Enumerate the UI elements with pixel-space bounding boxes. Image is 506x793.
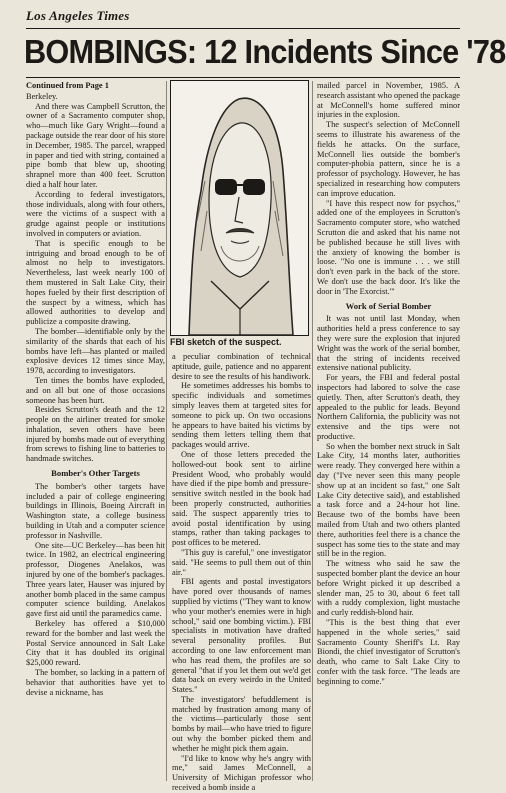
headline: BOMBINGS: 12 Incidents Since '78: [24, 33, 506, 70]
continued-line: Continued from Page 1: [26, 81, 109, 90]
paragraph: Ten times the bombs have exploded, and on all but one of those occasions someone has been hurt.: [26, 375, 165, 405]
photo-caption: FBI sketch of the suspect.: [170, 337, 282, 347]
headline-rule: [26, 77, 460, 78]
masthead: Los Angeles Times: [26, 8, 130, 23]
paragraph: So when the bomber next struck in Salt Lake City, 14 months later, authorities were ready. They converged here within a day ("I've never seen this many people show up at an incident so fast," one Salt Lake City detective said), and established a task force and a 24-hour hot line. Because two of the bombs have been mailed from Utah and two others planted there, authorities feel there is a chance the suspect has some ties to the state and may still be in the region.: [317, 441, 460, 559]
paragraph: "I have this respect now for psychos," added one of the employees in Scrutton's Sacramento computer store, who watched Scrutton die and asked that his name not be published because he still lives with the anxiety of knowing the bomber is loose. "No one is immune . . . we still don't even park in the back of the store. We don't use the back door. It's like the door in 'The Exorcist.'": [317, 198, 460, 296]
suspect-sketch-photo: [170, 80, 309, 336]
article-column-3: [317, 81, 460, 781]
paragraph: Berkeley has offered a $10,000 reward for the bomber and last week the Postal Service announced in Salt Lake City that it has doubled its original $25,000 reward.: [26, 619, 165, 668]
paragraph: a peculiar combination of technical aptitude, guile, patience and no apparent desire to see the results of his handiwork.: [172, 352, 311, 381]
subhead: Bomber's Other Targets: [51, 468, 140, 479]
paragraph: The suspect's selection of McConnell seems to illustrate his awareness of the fields he attacks. On the surface, McConnell lies outside the bomber's computer-phobia pattern, since he is a professor of psychology. However, he has specialized in researching how computers can improve education.: [317, 120, 460, 198]
paragraph: One site—UC Berkeley—has been hit twice. In 1982, an electrical engineering professor, Diogenes Anelakos, was injured by one of the bomber's packages. Three years later, Hauser was injured by another bomb placed in the same campus computer science building. Anelakos gave first aid until the paramedics came.: [26, 540, 165, 619]
paragraph: That is specific enough to be intriguing and broad enough to be of almost no help to investigators. Nevertheless, last week nearly 100 of them mustered in Salt Lake City, their hopes fueled by their first description of the suspect by a witness, which has allowed authorities to develop and publicize a composite drawing.: [26, 238, 165, 327]
paragraph: "This guy is careful," one investigator said. "He seems to pull them out of thin air.": [172, 547, 311, 577]
paragraph: "I'd like to know why he's angry with me," said James McConnell, a University of Michigan professor who received a bomb inside a: [172, 753, 311, 793]
paragraph: "This is the best thing that ever happened in the whole series," said Sacramento County Sheriff's Lt. Ray Biondi, the chief investigator of Scrutton's death, who came to Salt Lake City to confer with the task force. "The leads are beginning to come.": [317, 618, 460, 686]
paragraph: Besides Scrutton's death and the 12 people on the airliner treated for smoke inhalation, seven others have been injured by bombs made out of everything from screws to fishing line to batteries to handmade switches.: [26, 405, 165, 464]
top-rule: [26, 28, 460, 29]
paragraph: The investigators' befuddlement is matched by frustration among many of the victims—particularly those sent bombs by mail—who have tried to figure out why the bomber picked them and whether he might pick them again.: [172, 694, 311, 753]
paragraph: It was not until last Monday, when authorities held a press conference to say they were sure the explosion that injured Wright was the work of the serial bomber, that the string of incidents received extensive national publicity.: [317, 314, 460, 373]
article-column-1: [26, 81, 165, 781]
paragraph: The witness who said he saw the suspected bomber plant the device an hour before Wright picked it up described a slender man, 25 to 30, about 6 feet tall with a ruddy complexion, light mustache and curly reddish-blond hair.: [317, 559, 460, 618]
paragraph: The bomber, so lacking in a pattern of behavior that authorities have yet to devise a nickname, has: [26, 668, 165, 697]
article-column-2: [172, 352, 311, 793]
paragraph: The bomber's other targets have included a pair of college engineering buildings in Illinois, Boeing Aircraft in Washington state, a college business building in Utah and a computer science professor in Nashville.: [26, 481, 165, 540]
paragraph: One of those letters preceded the hollowed-out book sent to airline President Wood, who probably would have died if the pipe bomb and pressure-sensitive switch nestled in the book had been properly constructed, authorities said. The suspect apparently tries to avoid postal identification by using stamps, rather than taking packages to post offices to be metered.: [172, 449, 311, 548]
paragraph: Berkeley.: [26, 91, 58, 101]
column-divider: [166, 81, 167, 781]
paragraph: The bomber—identifiable only by the similarity of the shards that each of his bombs have left—has planted or mailed explosive devices 12 times since May, 1978, according to investigators.: [26, 326, 165, 376]
paragraph: FBI agents and postal investigators have pored over thousands of names supplied by victims ("They want to know who your mother's enemies were in high school," said one bombing victim.). FBI specialists in motivation have drafted several personality profiles. But according to one law enforcement man who has read them, the profiles are so general "that if you let them out we'd get data back on every weirdo in the United States.": [172, 577, 311, 695]
subhead: Work of Serial Bomber: [345, 300, 432, 311]
paragraph: According to federal investigators, those individuals, along with four others, were the victims of a suspect with a grudge against people or institutions involved in computers or aviation.: [26, 189, 165, 238]
column-divider: [312, 81, 313, 781]
paragraph: For years, the FBI and federal postal inspectors had labored to solve the case quietly. Then, after Scrutton's death, they appealed to the public for leads. Beyond Northern California, the publicity was not extensive and the tips were not productive.: [317, 373, 460, 441]
paragraph: And there was Campbell Scrutton, the owner of a Sacramento computer shop, who—much like Gary Wright—found a package outside the rear door of his store in December, 1985. The parcel, wrapped in paper and tied with string, contained a pipe bomb that blew up, shooting shrapnel more than 400 feet. Scrutton died a half hour later.: [26, 101, 165, 189]
paragraph: He sometimes addresses his bombs to specific individuals and sometimes simply leaves them at targeted sites for someone to pick up. On two occasions he appears to have baited his victims by sending them letters telling them that packages would arrive.: [172, 381, 311, 450]
suspect-sketch-illustration: [171, 81, 308, 335]
paragraph: mailed parcel in November, 1985. A research assistant who opened the package at McConnell's home suffered minor injuries in the explosion.: [317, 81, 461, 120]
